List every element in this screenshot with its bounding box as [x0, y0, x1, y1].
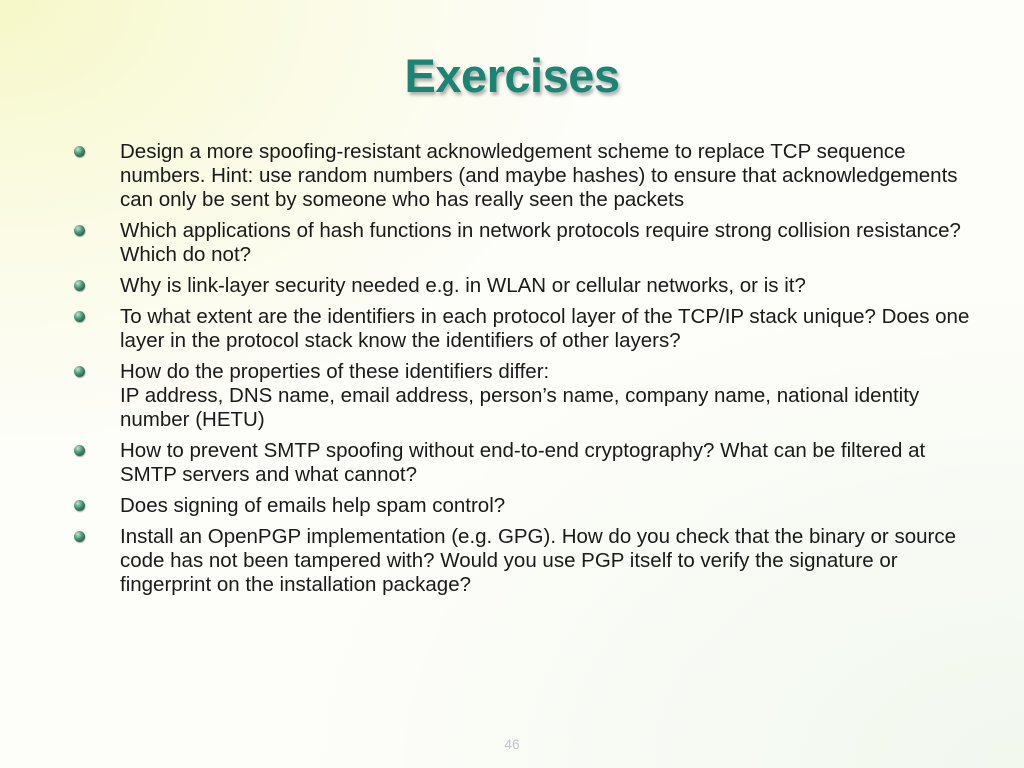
slide-title: Exercises: [404, 49, 620, 102]
bullet-text: To what extent are the identifiers in each protocol layer of the TCP/IP stack unique? Does one layer in the protocol stack know the identifiers of other layers?: [120, 305, 970, 352]
bullet-text: Install an OpenPGP implementation (e.g. GPG). How do you check that the binary or source code has not been tampered with? Would you use PGP itself to verify the signature or fingerprint on the installation package?: [120, 525, 956, 596]
bullet-item: [72, 525, 982, 597]
bullet-text: Does signing of emails help spam control?: [120, 494, 506, 517]
bullet-dot-icon: [74, 311, 85, 322]
bullet-item: [72, 439, 982, 487]
bullet-text: Why is link-layer security needed e.g. in WLAN or cellular networks, or is it?: [120, 274, 806, 297]
bullet-item: [72, 219, 982, 267]
bullet-dot-icon: [74, 531, 85, 542]
bullet-dot-icon: [74, 366, 85, 377]
bullet-dot-icon: [74, 445, 85, 456]
bullet-text: Design a more spoofing-resistant acknowledgement scheme to replace TCP sequence numbers. Hint: use random numbers (and maybe hashes) to ensure that acknowledgements can only be sent by someone who has really seen the packets: [120, 140, 958, 211]
bullet-item: [72, 305, 982, 353]
bullet-item: [72, 360, 982, 432]
page-number: 46: [504, 736, 520, 752]
bullet-list: [72, 140, 982, 604]
bullet-dot-icon: [74, 146, 85, 157]
bullet-dot-icon: [74, 500, 85, 511]
bullet-text: How to prevent SMTP spoofing without end-to-end cryptography? What can be filtered at SMTP servers and what cannot?: [120, 439, 926, 486]
bullet-dot-icon: [74, 280, 85, 291]
bullet-item: [72, 274, 982, 298]
bullet-item: [72, 494, 982, 518]
bullet-text: Which applications of hash functions in network protocols require strong collision resistance? Which do not?: [120, 219, 961, 266]
bullet-dot-icon: [74, 225, 85, 236]
bullet-item: [72, 140, 982, 212]
bullet-text: How do the properties of these identifiers differ:: [120, 360, 550, 383]
bullet-text-continuation: IP address, DNS name, email address, person’s name, company name, national identity number (HETU): [120, 384, 920, 431]
